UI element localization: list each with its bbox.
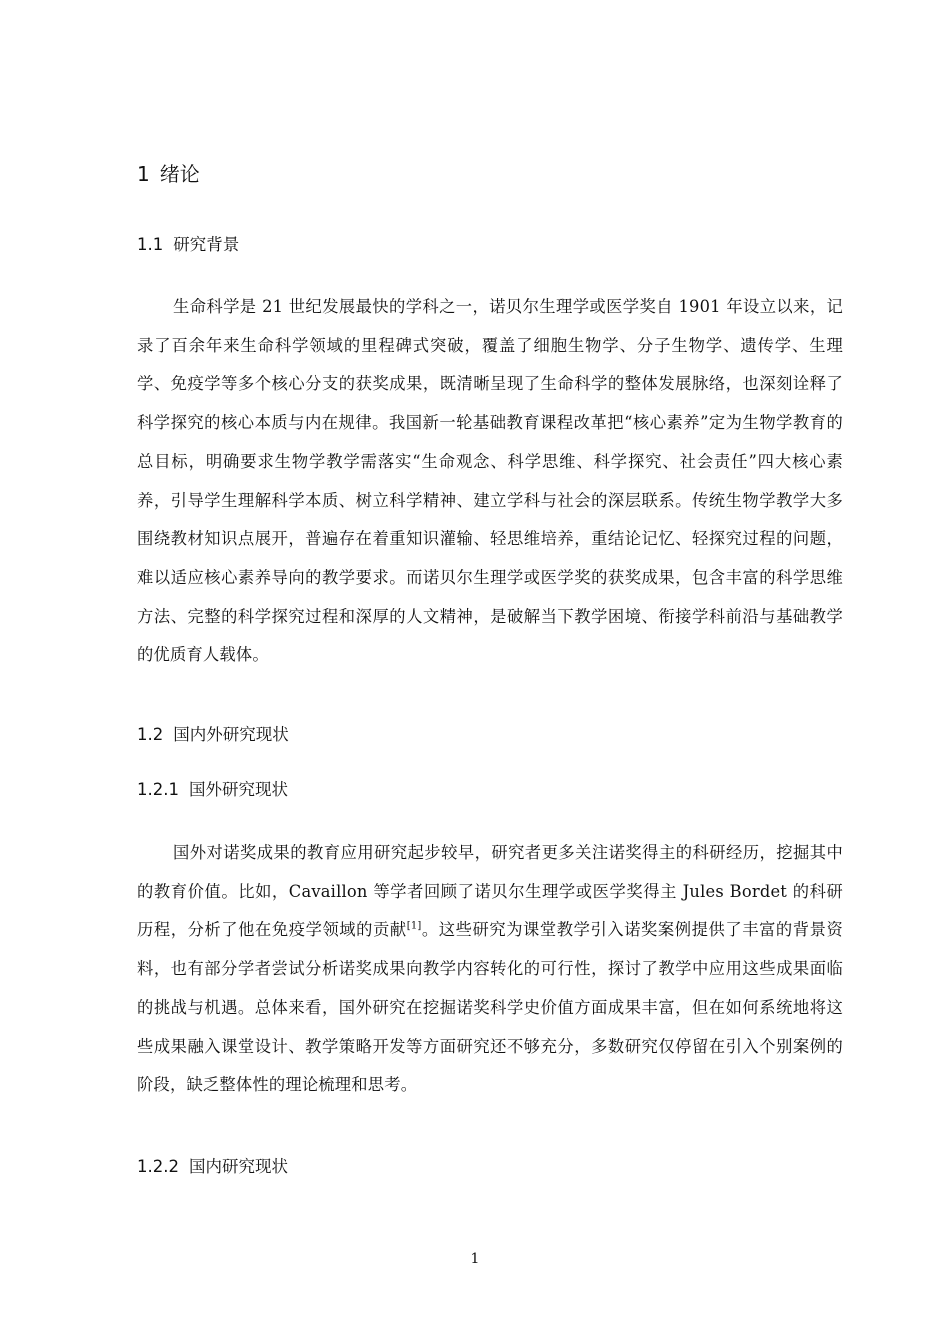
section-number: 1.2 bbox=[137, 725, 164, 744]
subsection-number: 1.2.2 bbox=[137, 1157, 179, 1176]
subsection-heading-foreign bbox=[137, 778, 288, 802]
paragraph-foreign-research bbox=[137, 834, 843, 1105]
paragraph-text: 。这些研究为课堂教学引入诺奖案例提供了丰富的背景资料，也有部分学者尝试分析诺奖成果向教学内容转化的可行性，探讨了教学中应用这些成果面临的挑战与机遇。总体来看，国外研究在挖掘诺奖科学史价值方面成果丰富，但在如何系统地将这些成果融入课堂设计、教学策略开发等方面研究还不够充分，多数研究仅停留在引入个别案例的阶段，缺乏整体性的理论梳理和思考。 bbox=[137, 920, 843, 1095]
paragraph-research-background: 生命科学是 21 世纪发展最快的学科之一，诺贝尔生理学或医学奖自 1901 年设立以来，记录了百余年来生命科学领域的里程碑式突破，覆盖了细胞生物学、分子生物学、遗传学、生理学、免疫学等多个核心分支的获奖成果，既清晰呈现了生命科学的整体发展脉络，也深刻诠释了科学探究的核心本质与内在规律。我国新一轮基础教育课程改革把“核心素养”定为生物学教育的总目标，明确要求生物学教学需落实“生命观念、科学思维、科学探究、社会责任”四大核心素养，引导学生理解科学本质、树立科学精神、建立学科与社会的深层联系。传统生物学教学大多围绕教材知识点展开，普遍存在着重知识灌输、轻思维培养，重结论记忆、轻探究过程的问题，难以适应核心素养导向的教学要求。而诺贝尔生理学或医学奖的获奖成果，包含丰富的科学思维方法、完整的科学探究过程和深厚的人文精神，是破解当下教学困境、衔接学科前沿与基础教学的优质育人载体。 bbox=[137, 297, 843, 665]
section-number: 1.1 bbox=[137, 235, 164, 254]
section-heading-background bbox=[137, 233, 239, 257]
section-title: 研究背景 bbox=[173, 235, 240, 254]
chapter-heading bbox=[137, 160, 200, 188]
section-heading-research-status bbox=[137, 723, 289, 747]
subsection-title: 国内研究现状 bbox=[188, 1157, 288, 1176]
subsection-title: 国外研究现状 bbox=[188, 780, 288, 799]
section-title: 国内外研究现状 bbox=[173, 725, 289, 744]
citation-reference[interactable]: [1] bbox=[406, 920, 422, 932]
chapter-number: 1 bbox=[137, 162, 150, 186]
page-number: 1 bbox=[470, 1251, 480, 1267]
paragraph-text: 国外对诺奖成果的教育应用研究起步较早，研究者更多关注诺奖得主的科研经历，挖掘其中的教育价值。比如，Cavaillon 等学者回顾了诺贝尔生理学或医学奖得主 Jules Bordet 的科研历程，分析了他在免疫学领域的贡献 bbox=[137, 843, 843, 940]
chapter-title: 绪论 bbox=[159, 162, 200, 186]
subsection-number: 1.2.1 bbox=[137, 780, 179, 799]
subsection-heading-domestic bbox=[137, 1155, 288, 1179]
